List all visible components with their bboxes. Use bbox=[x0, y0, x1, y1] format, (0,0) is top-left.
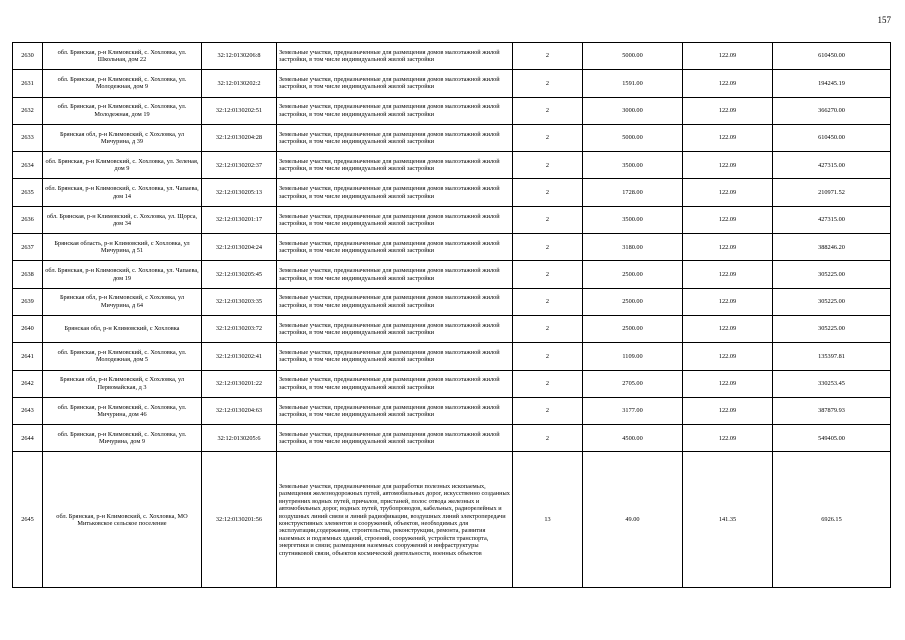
table-row bbox=[13, 70, 891, 97]
area-cell: 3500.00 bbox=[583, 206, 683, 233]
cadastral-number-cell: 32:12:0130206:8 bbox=[202, 43, 277, 70]
address-cell: обл. Брянская, р-н Климовский, с. Хохловка, ул. Молодежная, дом 5 bbox=[43, 343, 202, 370]
area-cell: 49.00 bbox=[583, 452, 683, 588]
cadastral-number-cell: 32:12:0130203:35 bbox=[202, 288, 277, 315]
land-use-category-cell: Земельные участки, предназначенные для размещения домов малоэтажной жилой застройки, в том числе индивидуальной жилой застройки bbox=[277, 152, 513, 179]
table-row bbox=[13, 315, 891, 342]
land-use-category-cell: Земельные участки, предназначенные для разработки полезных ископаемых, размещения железнодорожных путей, автомобильных дорог, искусственно созданных внутренних водных путей, причалов, пристаней, полос отвода железных и автомобильных дорог, водных путей, трубопроводов, кабельных, радиорелейных и воздушных линий связи и линий радиофикации, воздушных линий электропередачи конструктивных элементов и сооружений, объектов, необходимых для эксплуатации,содержания, строительства, реконструкции, ремонта, развития наземных и подземных зданий, строений, сооружений, устройств транспорта, энергетики и связи; размещения наземных сооружений и инфраструктуры спутниковой связи, объектов космической деятельности, военных объектов bbox=[277, 452, 513, 588]
table-row bbox=[13, 43, 891, 70]
group-number-cell: 2 bbox=[513, 370, 583, 397]
area-cell: 5000.00 bbox=[583, 124, 683, 151]
land-use-category-cell: Земельные участки, предназначенные для размещения домов малоэтажной жилой застройки, в том числе индивидуальной жилой застройки bbox=[277, 124, 513, 151]
cadastral-value-cell: 194245.19 bbox=[773, 70, 891, 97]
specific-value-cell: 122.09 bbox=[683, 43, 773, 70]
cadastral-number-cell: 32:12:0130203:72 bbox=[202, 315, 277, 342]
cadastral-value-cell: 330253.45 bbox=[773, 370, 891, 397]
table-row bbox=[13, 152, 891, 179]
land-use-category-cell: Земельные участки, предназначенные для размещения домов малоэтажной жилой застройки, в том числе индивидуальной жилой застройки bbox=[277, 370, 513, 397]
group-number-cell: 2 bbox=[513, 397, 583, 424]
group-number-cell: 2 bbox=[513, 234, 583, 261]
specific-value-cell: 122.09 bbox=[683, 179, 773, 206]
table-row bbox=[13, 234, 891, 261]
area-cell: 1728.00 bbox=[583, 179, 683, 206]
group-number-cell: 2 bbox=[513, 152, 583, 179]
page-number: 157 bbox=[877, 15, 891, 25]
address-cell: обл. Брянская, р-н Климовский, с. Хохловка, ул. Чапаева, дом 14 bbox=[43, 179, 202, 206]
area-cell: 1109.00 bbox=[583, 343, 683, 370]
specific-value-cell: 122.09 bbox=[683, 97, 773, 124]
specific-value-cell: 141.35 bbox=[683, 452, 773, 588]
land-use-category-cell: Земельные участки, предназначенные для размещения домов малоэтажной жилой застройки, в том числе индивидуальной жилой застройки bbox=[277, 70, 513, 97]
area-cell: 4500.00 bbox=[583, 425, 683, 452]
cadastral-number-cell: 32:12:0130202:41 bbox=[202, 343, 277, 370]
area-cell: 2500.00 bbox=[583, 315, 683, 342]
land-use-category-cell: Земельные участки, предназначенные для размещения домов малоэтажной жилой застройки, в том числе индивидуальной жилой застройки bbox=[277, 261, 513, 288]
cadastral-number-cell: 32:12:0130202:2 bbox=[202, 70, 277, 97]
area-cell: 3500.00 bbox=[583, 152, 683, 179]
group-number-cell: 2 bbox=[513, 343, 583, 370]
cadastral-number-cell: 32:12:0130205:45 bbox=[202, 261, 277, 288]
area-cell: 2500.00 bbox=[583, 288, 683, 315]
table-row bbox=[13, 206, 891, 233]
specific-value-cell: 122.09 bbox=[683, 343, 773, 370]
cadastral-value-cell: 387879.93 bbox=[773, 397, 891, 424]
cadastral-value-cell: 549405.00 bbox=[773, 425, 891, 452]
row-number-cell: 2633 bbox=[13, 124, 43, 151]
cadastral-value-cell: 210971.52 bbox=[773, 179, 891, 206]
row-number-cell: 2636 bbox=[13, 206, 43, 233]
address-cell: обл. Брянская, р-н Климовский, с. Хохловка, МО Митьковское сельское поселение bbox=[43, 452, 202, 588]
cadastral-value-cell: 305225.00 bbox=[773, 315, 891, 342]
area-cell: 3177.00 bbox=[583, 397, 683, 424]
land-use-category-cell: Земельные участки, предназначенные для размещения домов малоэтажной жилой застройки, в том числе индивидуальной жилой застройки bbox=[277, 425, 513, 452]
specific-value-cell: 122.09 bbox=[683, 234, 773, 261]
group-number-cell: 2 bbox=[513, 288, 583, 315]
cadastral-number-cell: 32:12:0130201:17 bbox=[202, 206, 277, 233]
specific-value-cell: 122.09 bbox=[683, 315, 773, 342]
cadastral-number-cell: 32:12:0130204:28 bbox=[202, 124, 277, 151]
land-registry-table bbox=[12, 42, 891, 588]
row-number-cell: 2639 bbox=[13, 288, 43, 315]
area-cell: 5000.00 bbox=[583, 43, 683, 70]
specific-value-cell: 122.09 bbox=[683, 425, 773, 452]
table-row bbox=[13, 288, 891, 315]
table-row bbox=[13, 124, 891, 151]
address-cell: обл. Брянская, р-н Климовский, с. Хохловка, ул. Молодежная, дом 9 bbox=[43, 70, 202, 97]
address-cell: обл. Брянская, р-н Климовский, с. Хохловка, ул. Мичурина, дом 9 bbox=[43, 425, 202, 452]
cadastral-value-cell: 427315.00 bbox=[773, 206, 891, 233]
row-number-cell: 2637 bbox=[13, 234, 43, 261]
group-number-cell: 2 bbox=[513, 179, 583, 206]
address-cell: обл. Брянская, р-н Климовский, с. Хохловка, ул. Мичурина, дом 46 bbox=[43, 397, 202, 424]
cadastral-value-cell: 305225.00 bbox=[773, 288, 891, 315]
specific-value-cell: 122.09 bbox=[683, 152, 773, 179]
area-cell: 2705.00 bbox=[583, 370, 683, 397]
address-cell: Брянская обл, р-н Климовский, с Хохловка, ул Первомайская, д 3 bbox=[43, 370, 202, 397]
land-use-category-cell: Земельные участки, предназначенные для размещения домов малоэтажной жилой застройки, в том числе индивидуальной жилой застройки bbox=[277, 179, 513, 206]
table-row bbox=[13, 370, 891, 397]
address-cell: Брянская обл, р-н Климовский, с Хохловка bbox=[43, 315, 202, 342]
table-row bbox=[13, 425, 891, 452]
land-use-category-cell: Земельные участки, предназначенные для размещения домов малоэтажной жилой застройки, в том числе индивидуальной жилой застройки bbox=[277, 397, 513, 424]
cadastral-value-cell: 6926.15 bbox=[773, 452, 891, 588]
address-cell: обл. Брянская, р-н Климовский, с. Хохловка, ул. Школьная, дом 22 bbox=[43, 43, 202, 70]
table-row bbox=[13, 343, 891, 370]
area-cell: 2500.00 bbox=[583, 261, 683, 288]
specific-value-cell: 122.09 bbox=[683, 261, 773, 288]
address-cell: обл. Брянская, р-н Климовский, с. Хохловка, ул. Щорса, дом 34 bbox=[43, 206, 202, 233]
cadastral-number-cell: 32:12:0130202:51 bbox=[202, 97, 277, 124]
row-number-cell: 2632 bbox=[13, 97, 43, 124]
row-number-cell: 2640 bbox=[13, 315, 43, 342]
address-cell: обл. Брянская, р-н Климовский, с. Хохловка, ул. Чапаева, дом 19 bbox=[43, 261, 202, 288]
area-cell: 3180.00 bbox=[583, 234, 683, 261]
land-use-category-cell: Земельные участки, предназначенные для размещения домов малоэтажной жилой застройки, в том числе индивидуальной жилой застройки bbox=[277, 234, 513, 261]
address-cell: Брянская обл, р-н Климовский, с Хохловка, ул Мичурина, д 39 bbox=[43, 124, 202, 151]
specific-value-cell: 122.09 bbox=[683, 206, 773, 233]
cadastral-number-cell: 32:12:0130201:22 bbox=[202, 370, 277, 397]
cadastral-number-cell: 32:12:0130205:6 bbox=[202, 425, 277, 452]
cadastral-number-cell: 32:12:0130205:13 bbox=[202, 179, 277, 206]
table-row bbox=[13, 261, 891, 288]
row-number-cell: 2641 bbox=[13, 343, 43, 370]
group-number-cell: 2 bbox=[513, 425, 583, 452]
row-number-cell: 2631 bbox=[13, 70, 43, 97]
cadastral-value-cell: 366270.00 bbox=[773, 97, 891, 124]
specific-value-cell: 122.09 bbox=[683, 370, 773, 397]
group-number-cell: 13 bbox=[513, 452, 583, 588]
address-cell: Брянская обл, р-н Климовский, с Хохловка, ул Мичурина, д 64 bbox=[43, 288, 202, 315]
row-number-cell: 2630 bbox=[13, 43, 43, 70]
group-number-cell: 2 bbox=[513, 70, 583, 97]
area-cell: 1591.00 bbox=[583, 70, 683, 97]
cadastral-value-cell: 305225.00 bbox=[773, 261, 891, 288]
table-row bbox=[13, 97, 891, 124]
cadastral-value-cell: 610450.00 bbox=[773, 124, 891, 151]
group-number-cell: 2 bbox=[513, 43, 583, 70]
row-number-cell: 2645 bbox=[13, 452, 43, 588]
address-cell: Брянская область, р-н Климовский, с Хохловка, ул Мичурина, д 51 bbox=[43, 234, 202, 261]
table-row bbox=[13, 452, 891, 588]
cadastral-value-cell: 610450.00 bbox=[773, 43, 891, 70]
land-use-category-cell: Земельные участки, предназначенные для размещения домов малоэтажной жилой застройки, в том числе индивидуальной жилой застройки bbox=[277, 43, 513, 70]
area-cell: 3000.00 bbox=[583, 97, 683, 124]
row-number-cell: 2635 bbox=[13, 179, 43, 206]
table-body bbox=[13, 43, 891, 588]
cadastral-value-cell: 135397.81 bbox=[773, 343, 891, 370]
address-cell: обл. Брянская, р-н Климовский, с. Хохловка, ул. Зеленая, дом 9 bbox=[43, 152, 202, 179]
group-number-cell: 2 bbox=[513, 97, 583, 124]
land-use-category-cell: Земельные участки, предназначенные для размещения домов малоэтажной жилой застройки, в том числе индивидуальной жилой застройки bbox=[277, 343, 513, 370]
land-use-category-cell: Земельные участки, предназначенные для размещения домов малоэтажной жилой застройки, в том числе индивидуальной жилой застройки bbox=[277, 315, 513, 342]
row-number-cell: 2643 bbox=[13, 397, 43, 424]
row-number-cell: 2634 bbox=[13, 152, 43, 179]
row-number-cell: 2638 bbox=[13, 261, 43, 288]
specific-value-cell: 122.09 bbox=[683, 70, 773, 97]
group-number-cell: 2 bbox=[513, 124, 583, 151]
specific-value-cell: 122.09 bbox=[683, 124, 773, 151]
cadastral-value-cell: 427315.00 bbox=[773, 152, 891, 179]
address-cell: обл. Брянская, р-н Климовский, с. Хохловка, ул. Молодежная, дом 19 bbox=[43, 97, 202, 124]
cadastral-number-cell: 32:12:0130204:24 bbox=[202, 234, 277, 261]
land-use-category-cell: Земельные участки, предназначенные для размещения домов малоэтажной жилой застройки, в том числе индивидуальной жилой застройки bbox=[277, 97, 513, 124]
group-number-cell: 2 bbox=[513, 206, 583, 233]
group-number-cell: 2 bbox=[513, 261, 583, 288]
cadastral-number-cell: 32:12:0130204:63 bbox=[202, 397, 277, 424]
cadastral-number-cell: 32:12:0130201:56 bbox=[202, 452, 277, 588]
specific-value-cell: 122.09 bbox=[683, 288, 773, 315]
specific-value-cell: 122.09 bbox=[683, 397, 773, 424]
cadastral-number-cell: 32:12:0130202:37 bbox=[202, 152, 277, 179]
land-use-category-cell: Земельные участки, предназначенные для размещения домов малоэтажной жилой застройки, в том числе индивидуальной жилой застройки bbox=[277, 206, 513, 233]
land-use-category-cell: Земельные участки, предназначенные для размещения домов малоэтажной жилой застройки, в том числе индивидуальной жилой застройки bbox=[277, 288, 513, 315]
table-row bbox=[13, 397, 891, 424]
row-number-cell: 2644 bbox=[13, 425, 43, 452]
row-number-cell: 2642 bbox=[13, 370, 43, 397]
table-row bbox=[13, 179, 891, 206]
group-number-cell: 2 bbox=[513, 315, 583, 342]
cadastral-value-cell: 388246.20 bbox=[773, 234, 891, 261]
